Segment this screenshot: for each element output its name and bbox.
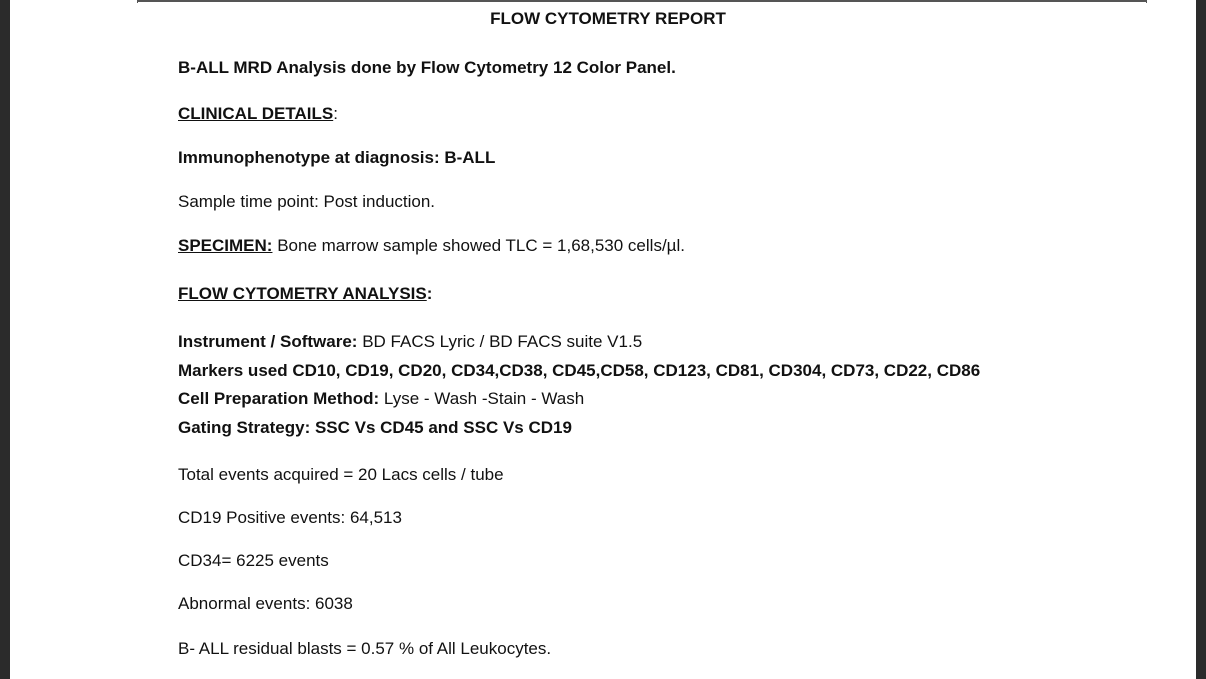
gating-strategy-line: Gating Strategy: SSC Vs CD45 and SSC Vs CD19	[178, 418, 572, 437]
analysis-heading-colon: :	[426, 284, 433, 303]
instrument-label: Instrument / Software:	[178, 332, 358, 351]
specimen-label: SPECIMEN:	[178, 236, 273, 255]
cd19-events-line: CD19 Positive events: 64,513	[178, 508, 402, 527]
analysis-heading-label: FLOW CYTOMETRY ANALYSIS	[178, 284, 427, 303]
specimen-line	[178, 236, 685, 256]
clinical-details-colon: :	[333, 104, 338, 123]
markers-line: Markers used CD10, CD19, CD20, CD34,CD38, CD45,CD58, CD123, CD81, CD304, CD73, CD22, CD86	[178, 361, 981, 380]
border-cap-right	[1146, 0, 1147, 3]
cell-prep-label: Cell Preparation Method:	[178, 389, 380, 408]
specimen-value: Bone marrow sample showed TLC = 1,68,530 cells/µl.	[272, 236, 685, 255]
analysis-heading	[178, 284, 432, 304]
viewer-left-edge	[0, 0, 10, 679]
cell-prep-value: Lyse - Wash -Stain - Wash	[379, 389, 585, 408]
clinical-details-heading	[178, 104, 338, 124]
abnormal-events-line: Abnormal events: 6038	[178, 594, 353, 613]
residual-blasts-line: B- ALL residual blasts = 0.57 % of All Leukocytes.	[178, 639, 552, 658]
border-cap-left	[137, 0, 138, 3]
sample-time-point-line: Sample time point: Post induction.	[178, 192, 436, 211]
immunophenotype-line: Immunophenotype at diagnosis: B-ALL	[178, 148, 496, 167]
clinical-details-label: CLINICAL DETAILS	[178, 104, 334, 123]
cell-prep-line	[178, 389, 584, 409]
total-events-line: Total events acquired = 20 Lacs cells / tube	[178, 465, 504, 484]
viewer-right-edge	[1196, 0, 1206, 679]
report-page	[10, 0, 1196, 679]
cd34-events-line: CD34= 6225 events	[178, 551, 329, 570]
instrument-value: BD FACS Lyric / BD FACS suite V1.5	[357, 332, 643, 351]
instrument-line	[178, 332, 642, 352]
report-title: FLOW CYTOMETRY REPORT	[490, 9, 726, 28]
page-top-border	[137, 0, 1147, 2]
report-subtitle: B-ALL MRD Analysis done by Flow Cytometry 12 Color Panel.	[178, 58, 676, 77]
